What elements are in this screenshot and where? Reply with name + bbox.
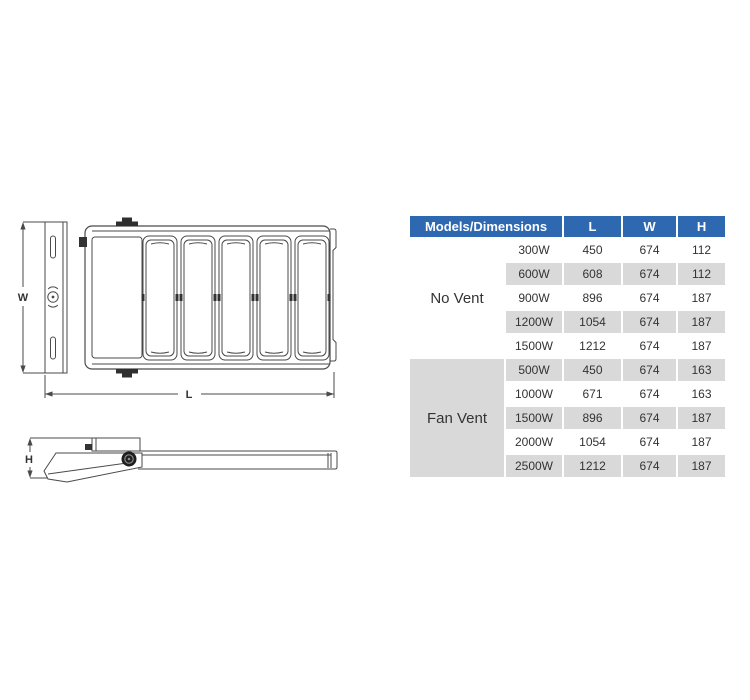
cell-h: 187 xyxy=(677,334,725,358)
cell-w: 674 xyxy=(622,238,677,262)
cell-h: 187 xyxy=(677,454,725,478)
top-view-diagram xyxy=(18,218,336,402)
cell-w: 674 xyxy=(622,454,677,478)
cell-w: 674 xyxy=(622,430,677,454)
cell-l: 450 xyxy=(563,358,622,382)
bracket-pivot-detail xyxy=(48,287,58,307)
cell-h: 187 xyxy=(677,406,725,430)
cell-h: 112 xyxy=(677,238,725,262)
col-header-models: Models/Dimensions xyxy=(410,216,563,238)
cell-l: 608 xyxy=(563,262,622,286)
table-row xyxy=(410,238,725,262)
cell-l: 1212 xyxy=(563,454,622,478)
cell-l: 896 xyxy=(563,406,622,430)
led-module xyxy=(256,236,293,360)
cell-l: 671 xyxy=(563,382,622,406)
cell-l: 896 xyxy=(563,286,622,310)
col-header-h: H xyxy=(677,216,725,238)
cell-model: 2000W xyxy=(505,430,563,454)
cell-l: 1054 xyxy=(563,310,622,334)
cell-model: 2500W xyxy=(505,454,563,478)
cell-h: 187 xyxy=(677,430,725,454)
cell-w: 674 xyxy=(622,382,677,406)
driver-compartment-top xyxy=(92,237,142,358)
side-cable-gland xyxy=(85,444,92,450)
dimensions-table-body xyxy=(410,238,725,478)
side-view-diagram xyxy=(25,438,337,482)
mounting-clip-top xyxy=(116,218,138,227)
table-header-row xyxy=(410,216,725,238)
cell-model: 1500W xyxy=(505,334,563,358)
dimension-l xyxy=(45,372,334,401)
cell-w: 674 xyxy=(622,334,677,358)
l-dimension-label: L xyxy=(185,389,193,401)
cell-model: 300W xyxy=(505,238,563,262)
cell-w: 674 xyxy=(622,310,677,334)
group-cell-no-vent: No Vent xyxy=(410,238,505,358)
cell-l: 1212 xyxy=(563,334,622,358)
cell-model: 1200W xyxy=(505,310,563,334)
cell-model: 900W xyxy=(505,286,563,310)
col-header-w: W xyxy=(622,216,677,238)
pivot-knob xyxy=(122,452,137,467)
cell-model: 600W xyxy=(505,262,563,286)
cell-l: 1054 xyxy=(563,430,622,454)
cable-gland xyxy=(79,237,87,247)
cell-model: 500W xyxy=(505,358,563,382)
led-module xyxy=(294,236,331,360)
bracket-slot-bottom xyxy=(51,337,56,359)
cell-h: 112 xyxy=(677,262,725,286)
led-module xyxy=(142,236,179,360)
fixture-body-top xyxy=(79,218,336,378)
mounting-clip-bottom xyxy=(116,369,138,378)
cell-h: 163 xyxy=(677,358,725,382)
col-header-l: L xyxy=(563,216,622,238)
cell-model: 1000W xyxy=(505,382,563,406)
led-modules xyxy=(142,236,331,360)
cell-h: 163 xyxy=(677,382,725,406)
led-module xyxy=(180,236,217,360)
h-dimension-label: H xyxy=(25,454,33,466)
cell-w: 674 xyxy=(622,262,677,286)
cell-w: 674 xyxy=(622,406,677,430)
cell-h: 187 xyxy=(677,286,725,310)
driver-box xyxy=(85,438,140,451)
end-cap xyxy=(330,229,336,361)
bracket-slot-top xyxy=(51,236,56,258)
group-cell-fan-vent: Fan Vent xyxy=(410,358,505,478)
cell-w: 674 xyxy=(622,358,677,382)
led-module xyxy=(218,236,255,360)
cell-l: 450 xyxy=(563,238,622,262)
table-row xyxy=(410,358,725,382)
dimensions-table xyxy=(410,216,725,479)
mounting-bracket-plate xyxy=(45,222,67,373)
cell-h: 187 xyxy=(677,310,725,334)
cell-w: 674 xyxy=(622,286,677,310)
cell-model: 1500W xyxy=(505,406,563,430)
w-dimension-label: W xyxy=(17,292,29,304)
dimension-w xyxy=(18,222,66,373)
